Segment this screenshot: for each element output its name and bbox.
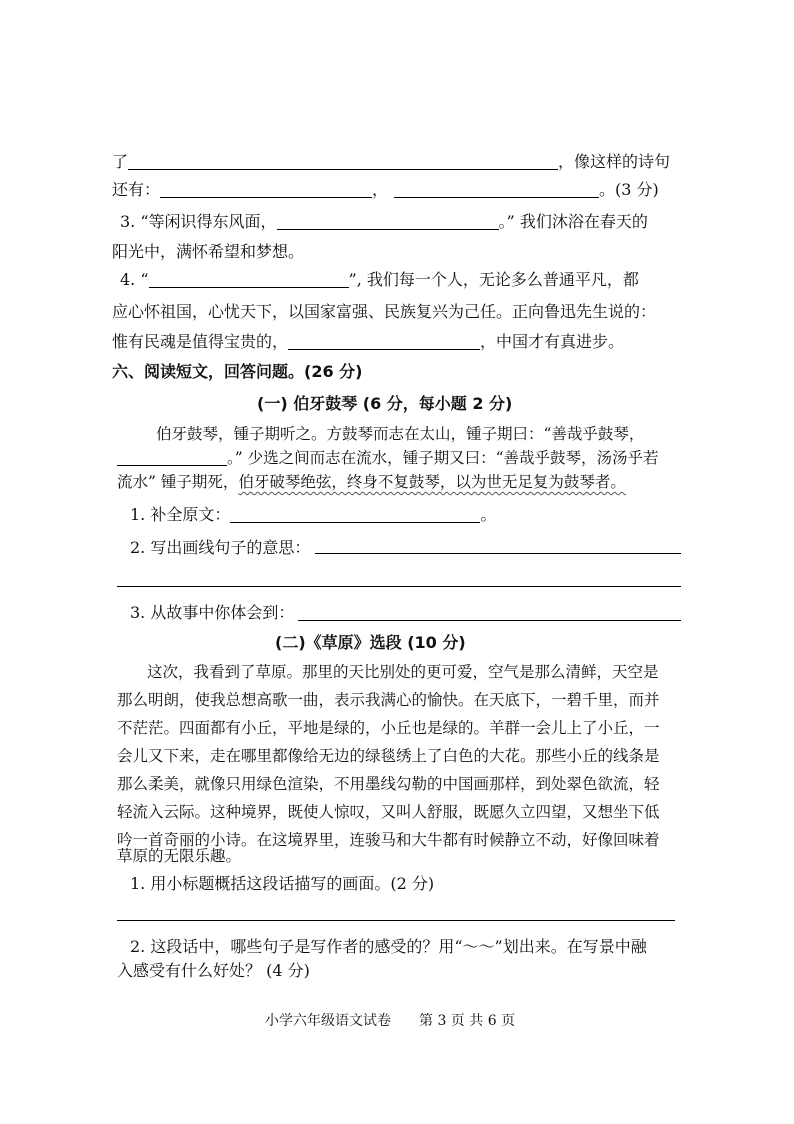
answer-blank[interactable] [394, 181, 599, 198]
text-fragment: ，中国才有真进步。 [480, 332, 625, 351]
answer-blank[interactable] [277, 213, 499, 230]
passage-line-5: 那么柔美，就像只用绿色渲染，不用墨线勾勒的中国画那样，到处翠色欲流，轻 [117, 775, 660, 793]
part-1-title: (一) 伯牙鼓琴 (6 分，每小题 2 分) [257, 394, 513, 413]
passage-line-4: 会儿又下来，走在哪里都像给无边的绿毯绣上了白色的大花。那些小丘的线条是 [117, 747, 660, 765]
answer-line[interactable] [315, 553, 681, 554]
passage-line-2: 那么明朗，使我总想高歌一曲，表示我满心的愉快。在天底下，一碧千里，而并 [117, 691, 660, 709]
text-fragment: 1. 补全原文： [130, 505, 231, 524]
question-3-cont: 阳光中，满怀希望和梦想。 [112, 242, 305, 261]
answer-line[interactable] [117, 920, 675, 921]
part-2-question-2-cont: 入感受有什么好处？ (4 分) [117, 961, 310, 980]
answer-line[interactable] [117, 586, 681, 587]
part-2-title: (二)《草原》选段 (10 分) [275, 633, 466, 652]
question-3 [120, 212, 648, 232]
passage-line-6: 轻流入云际。这种境界，既使人惊叹，又叫人舒服，既愿久立四望，又想坐下低 [117, 803, 660, 821]
part-2-question-1: 1. 用小标题概括这段话描写的画面。(2 分) [130, 874, 435, 893]
answer-line[interactable] [298, 620, 681, 621]
text-fragment: ”, 我们每一个人，无论多么普通平凡，都 [348, 270, 639, 289]
text-fragment: 。 [480, 505, 497, 524]
answer-blank[interactable] [288, 333, 480, 350]
text-fragment: 3. “等闲识得东风面， [120, 212, 277, 231]
page-footer: 小学六年级语文试卷 第 3 页 共 6 页 [265, 1013, 516, 1029]
classic-text-line-1: 伯牙鼓琴，锺子期听之。方鼓琴而志在太山，锺子期曰：“善哉乎鼓琴， [156, 425, 645, 443]
text-fragment: ， [372, 180, 389, 199]
part-2-question-2: 2. 这段话中，哪些句子是写作者的感受的？用“～～”划出来。在写景中融 [130, 937, 647, 956]
text-fragment: 流水” 锺子期死， [117, 473, 239, 491]
answer-blank[interactable] [128, 153, 558, 170]
part-1-question-1 [130, 505, 496, 525]
text-fragment: 4. “ [120, 270, 149, 289]
question-4-line-2: 应心怀祖国，心忧天下，以国家富强、民族复兴为己任。正向鲁迅先生说的： [112, 302, 657, 321]
question-4-line-3 [112, 332, 624, 352]
passage-line-8: 草原的无限乐趣。 [117, 847, 242, 865]
answer-blank[interactable] [230, 506, 480, 523]
poem-line-1 [112, 152, 670, 172]
poem-line-2 [112, 180, 659, 200]
text-fragment: 了 [112, 152, 129, 171]
question-4 [120, 270, 639, 290]
text-fragment: 。” 少选之间而志在流水，锺子期又曰：“善哉乎鼓琴，汤汤乎若 [227, 449, 659, 467]
classic-text-line-3 [117, 472, 626, 492]
text-fragment: ，像这样的诗句 [558, 152, 671, 171]
part-1-question-3: 3. 从故事中你体会到： [130, 603, 295, 622]
classic-text-line-2 [117, 448, 659, 468]
text-fragment: 。(3 分) [599, 180, 659, 199]
part-1-question-2: 2. 写出画线句子的意思： [130, 538, 311, 557]
passage-line-3: 不茫茫。四面都有小丘，平地是绿的，小丘也是绿的。羊群一会儿上了小丘，一 [117, 719, 660, 737]
answer-blank[interactable] [149, 271, 349, 288]
text-fragment: 。” 我们沐浴在春天的 [498, 212, 648, 231]
answer-blank[interactable] [160, 181, 372, 198]
passage-line-1: 这次，我看到了草原。那里的天比别处的更可爱，空气是那么清鲜，天空是 [147, 663, 659, 681]
text-fragment: 惟有民魂是值得宝贵的， [112, 332, 289, 351]
underlined-sentence: 伯牙破琴绝弦，终身不复鼓琴，以为世无足复为鼓琴者。 [238, 473, 626, 491]
passage-line-7: 吟一首奇丽的小诗。在这境界里，连骏马和大牛都有时候静立不动，好像回味着 [117, 831, 660, 849]
section-6-heading: 六、阅读短文，回答问题。(26 分) [112, 362, 363, 381]
answer-blank[interactable] [117, 449, 227, 466]
text-fragment: 还有： [112, 180, 161, 199]
